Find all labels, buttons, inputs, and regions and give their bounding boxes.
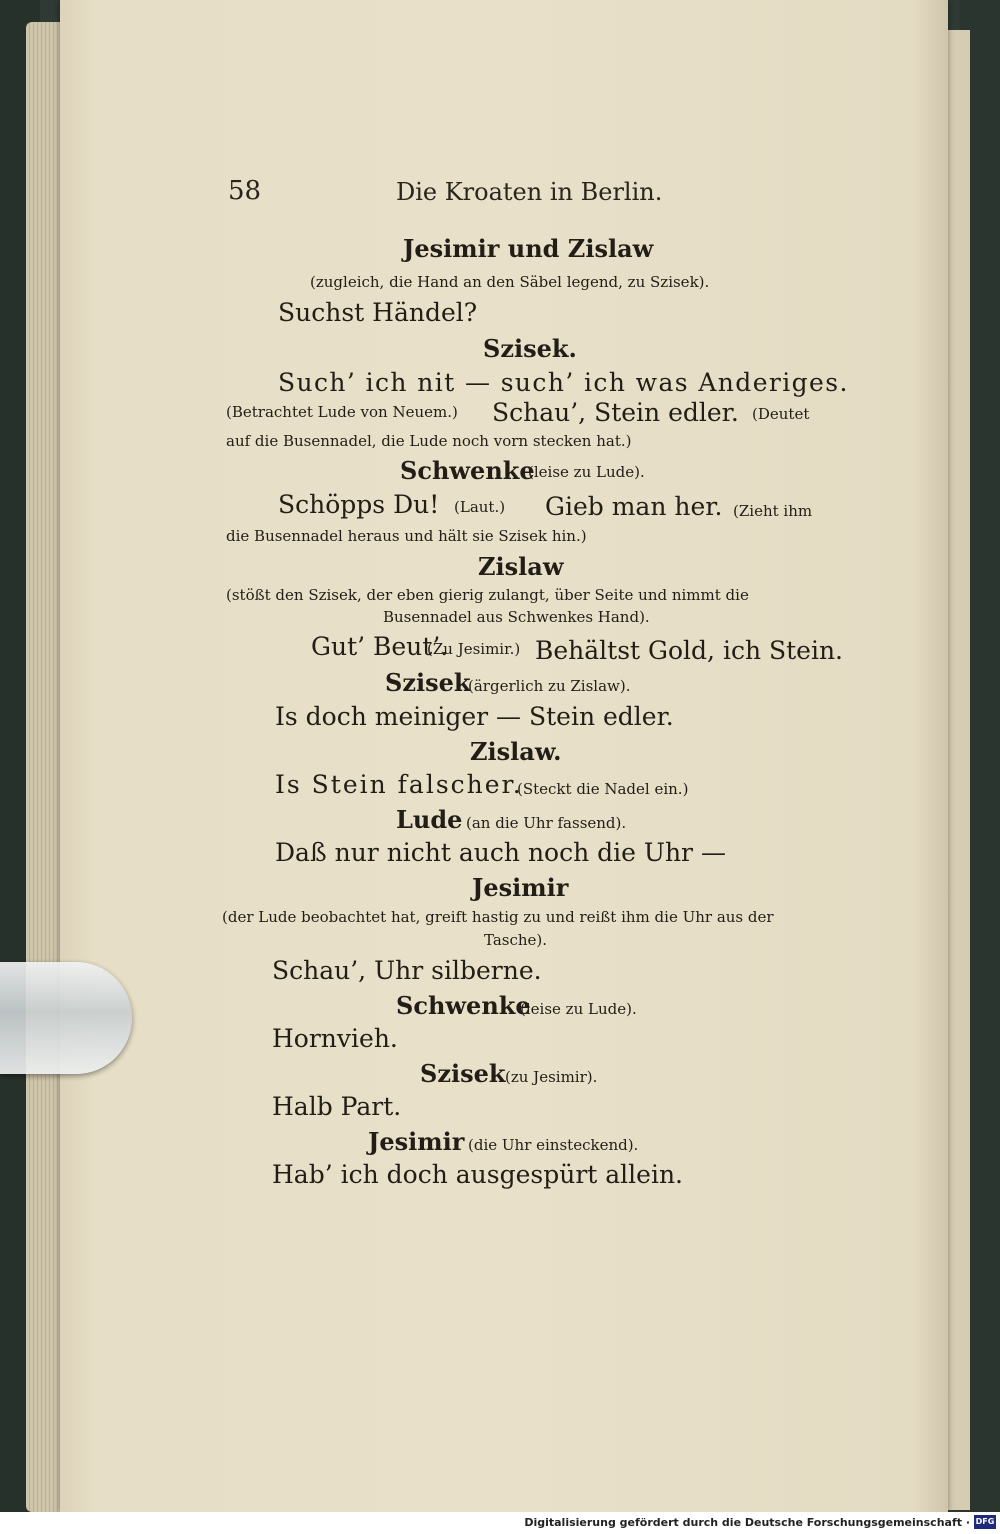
speaker-heading: Lude	[396, 805, 463, 834]
stage-direction: (zu Jesimir).	[505, 1068, 598, 1086]
running-title: Die Kroaten in Berlin.	[396, 178, 663, 206]
stage-direction: (der Lude beobachtet hat, greift hastig zu und reißt ihm die Uhr aus der	[222, 908, 774, 926]
speaker-heading: Szisek	[385, 668, 471, 697]
dialogue-line: Suchst Händel?	[278, 298, 478, 327]
dialogue-line: Schöpps Du!	[278, 490, 440, 519]
stage-direction: (stößt den Szisek, der eben gierig zulangt, über Seite und nimmt die	[226, 586, 749, 604]
speaker-heading: Schwenke	[400, 456, 535, 485]
stage-direction: (Betrachtet Lude von Neuem.)	[226, 403, 458, 421]
stage-direction: Tasche).	[484, 931, 548, 949]
stage-direction: (Deutet	[752, 405, 810, 423]
stage-direction: (Laut.)	[454, 498, 506, 516]
dfg-logo: DFG	[974, 1515, 996, 1529]
dialogue-line: Is doch meiniger — Stein edler.	[275, 702, 674, 731]
page-number: 58	[228, 176, 262, 206]
dialogue-line: Schau’, Uhr silberne.	[272, 956, 542, 985]
dialogue-line: Daß nur nicht auch noch die Uhr —	[275, 838, 726, 867]
stage-direction: (leise zu Lude).	[520, 1000, 637, 1018]
stage-direction: (leise zu Lude).	[528, 463, 645, 481]
stage-direction: (Steckt die Nadel ein.)	[517, 780, 689, 798]
dialogue-line: Gut’ Beut’.	[311, 632, 449, 661]
stage-direction: die Busennadel heraus und hält sie Szisek hin.)	[226, 527, 587, 545]
dialogue-line: Is Stein falscher.	[275, 770, 523, 799]
page-holder-clip	[0, 962, 132, 1074]
stage-direction: (ärgerlich zu Zislaw).	[468, 677, 631, 695]
speaker-heading: Szisek.	[483, 334, 577, 363]
speaker-heading: Zislaw	[478, 552, 564, 581]
dialogue-line: Hornvieh.	[272, 1024, 398, 1053]
dialogue-line: Schau’, Stein edler.	[492, 398, 739, 427]
dialogue-line: Gieb man her.	[545, 492, 723, 521]
stage-direction: (Zieht ihm	[733, 502, 813, 520]
dialogue-line: Hab’ ich doch ausgespürt allein.	[272, 1160, 683, 1189]
speaker-heading: Szisek	[420, 1059, 506, 1088]
stage-direction: (die Uhr einsteckend).	[468, 1136, 639, 1154]
digitization-credit: Digitalisierung gefördert durch die Deutsche Forschungsgemeinschaft ·	[524, 1516, 970, 1529]
stage-direction: (zugleich, die Hand an den Säbel legend, zu Szisek).	[310, 273, 710, 291]
dialogue-line: Such’ ich nit — such’ ich was Anderiges.	[278, 368, 849, 397]
page-header	[228, 176, 818, 216]
speaker-heading: Jesimir	[472, 873, 569, 902]
stage-direction: (Zu Jesimir.)	[427, 640, 521, 658]
dialogue-line: Behältst Gold, ich Stein.	[535, 636, 844, 665]
speaker-heading: Jesimir und Zislaw	[403, 234, 654, 263]
speaker-heading: Schwenke	[396, 991, 531, 1020]
stage-direction: (an die Uhr fassend).	[466, 814, 627, 832]
speaker-heading: Jesimir	[368, 1127, 465, 1156]
stage-direction: auf die Busennadel, die Lude noch vorn stecken hat.)	[226, 432, 632, 450]
dialogue-line: Halb Part.	[272, 1092, 402, 1121]
speaker-heading: Zislaw.	[470, 737, 562, 766]
stage-direction: Busennadel aus Schwenkes Hand).	[383, 608, 650, 626]
